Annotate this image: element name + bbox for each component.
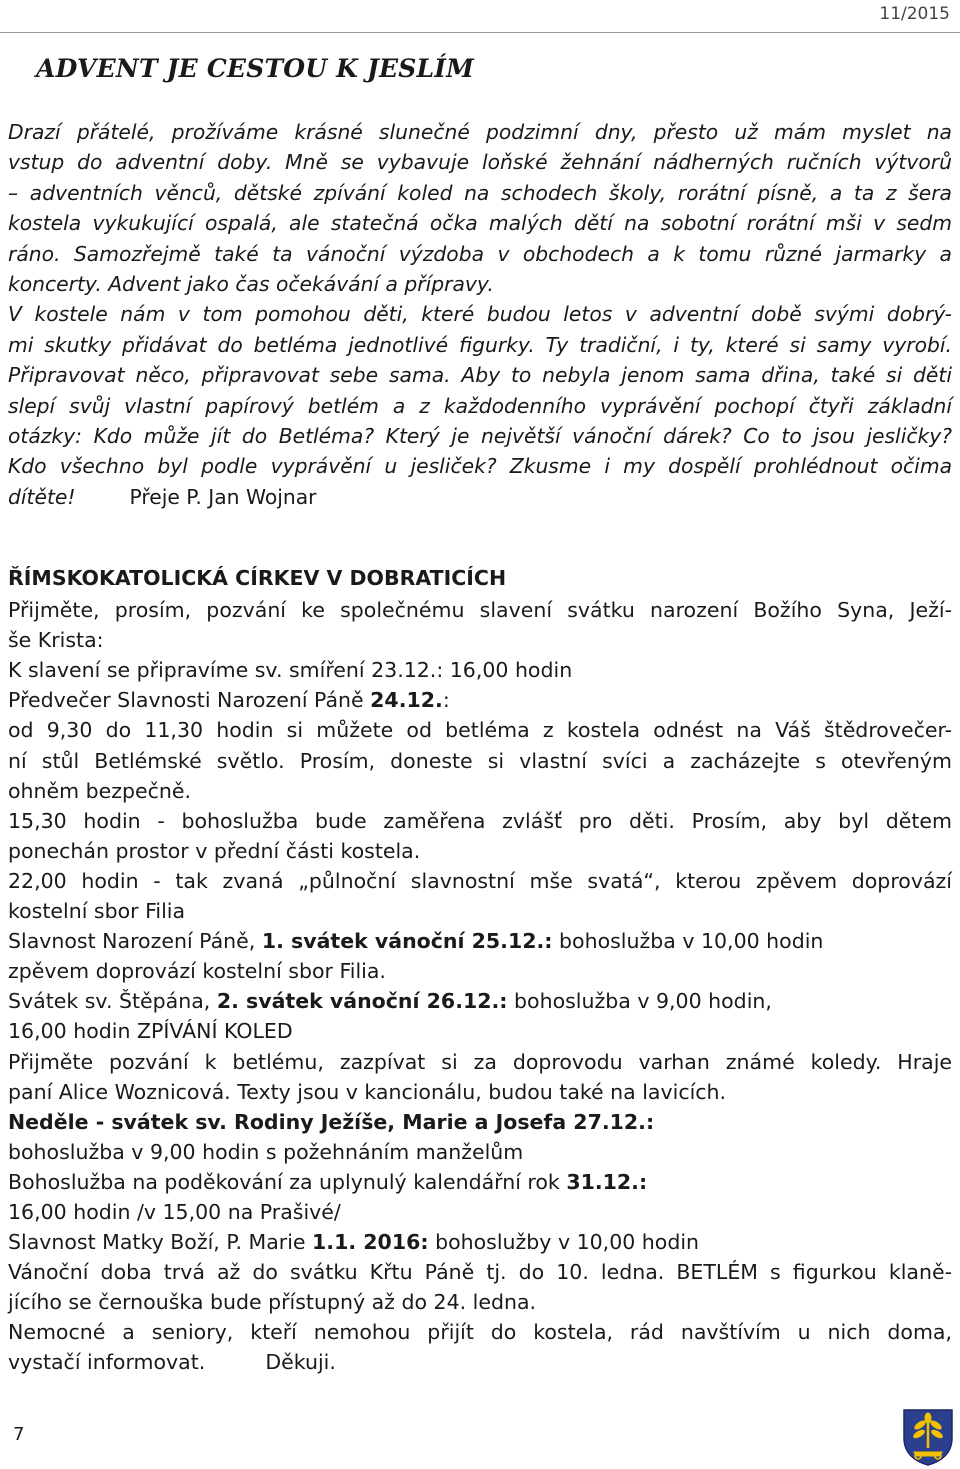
church-line <box>8 685 952 715</box>
church-line: paní Alice Woznicová. Texty jsou v kancionálu, budou také na lavicích. <box>8 1079 727 1104</box>
text: Děkuji. <box>265 1350 336 1375</box>
church-line: ní stůl Betlémské světlo. Prosím, doneste si vlastní svíci a zacházejte s otevřeným <box>8 748 952 773</box>
church-line <box>8 1167 952 1197</box>
advent-last-line <box>8 482 952 512</box>
advent-article <box>8 117 952 512</box>
church-line: kostelní sbor Filia <box>8 899 186 924</box>
advent-line-end: dítěte! <box>8 484 76 509</box>
text: vystačí informovat. <box>8 1350 206 1375</box>
advent-signature: Přeje P. Jan Wojnar <box>129 484 317 509</box>
text: : <box>442 688 450 713</box>
church-line: 16,00 hodin ZPÍVÁNÍ KOLED <box>8 1019 293 1044</box>
text: bohoslužba v 10,00 hodin <box>552 929 824 954</box>
advent-line: otázky: Kdo může jít do Betléma? Který je největší vánoční dárek? Co to jsou jesličky? <box>8 424 952 449</box>
advent-line: V kostele nám v tom pomohou děti, které budou letos v adventní době svými dobrý- <box>8 302 952 327</box>
church-line: Vánoční doba trvá až do svátku Křtu Páně tj. do 10. ledna. BETLÉM s figurkou klaně- <box>8 1260 952 1285</box>
church-line <box>8 1347 952 1377</box>
date-bold: 24.12. <box>370 688 443 713</box>
church-line: K slavení se připravíme sv. smíření 23.12.: 16,00 hodin <box>8 658 573 683</box>
text: Bohoslužba na poděkování za uplynulý kalendářní rok <box>8 1169 567 1194</box>
church-line: od 9,30 do 11,30 hodin si můžete od betléma z kostela odnést na Váš štědrovečer- <box>8 718 952 743</box>
text: Svátek sv. Štěpána, <box>8 989 217 1014</box>
advent-title: ADVENT JE CESTOU K JESLÍM <box>36 54 475 83</box>
church-line: Přijměte pozvání k betlému, zazpívat si za doprovodu varhan známé koledy. Hraje <box>8 1049 952 1074</box>
issue-number: 11/2015 <box>879 4 950 24</box>
advent-line: mi skutky přidávat do betléma jednotlivé figurky. Ty tradiční, i ty, které si samy vyrobí. <box>8 332 952 357</box>
advent-line: slepí svůj vlastní papírový betlém a z každodenního vyprávění pochopí čtyři základní <box>8 393 952 418</box>
page-number: 7 <box>13 1424 25 1445</box>
church-announcement <box>8 563 952 1378</box>
church-line <box>8 926 952 956</box>
village-coat-of-arms-icon <box>902 1408 954 1466</box>
date-bold: 1. svátek vánoční 25.12.: <box>261 929 553 954</box>
church-line: 22,00 hodin - tak zvaná „půlnoční slavnostní mše svatá“, kterou zpěvem doprovází <box>8 868 952 893</box>
date-bold: 2. svátek vánoční 26.12.: <box>216 989 508 1014</box>
church-line: Přijměte, prosím, pozvání ke společnému slavení svátku narození Božího Syna, Ježí- <box>8 598 952 623</box>
date-bold: 1.1. 2016: <box>312 1230 429 1255</box>
advent-line: ráno. Samozřejmě také ta vánoční výzdoba v obchodech a k tomu různé jarmarky a <box>8 241 952 266</box>
church-line: 16,00 hodin /v 15,00 na Prašivé/ <box>8 1199 341 1224</box>
church-line: jícího se černouška bude přístupný až do 24. ledna. <box>8 1290 537 1315</box>
text: Slavnost Narození Páně, <box>8 929 262 954</box>
church-line: ponechán prostor v přední části kostela. <box>8 838 421 863</box>
church-line: še Krista: <box>8 628 104 653</box>
church-line: bohoslužba v 9,00 hodin s požehnáním manželům <box>8 1139 524 1164</box>
advent-line: Drazí přátelé, prožíváme krásné slunečné podzimní dny, přesto už mám myslet na <box>8 120 952 144</box>
church-line <box>8 1227 952 1257</box>
advent-line: vstup do adventní doby. Mně se vybavuje loňské žehnání nádherných ručních výtvorů <box>8 150 952 175</box>
text: bohoslužby v 10,00 hodin <box>428 1230 700 1255</box>
text: Předvečer Slavnosti Narození Páně <box>8 688 371 713</box>
church-line: zpěvem doprovází kostelní sbor Filia. <box>8 959 386 984</box>
advent-line: Připravovat něco, připravovat sebe sama. Aby to nebyla jenom sama dřina, také si děti <box>8 363 952 388</box>
church-line-bold: Neděle - svátek sv. Rodiny Ježíše, Marie a Josefa 27.12.: <box>8 1109 655 1134</box>
church-line: ohněm bezpečně. <box>8 778 192 803</box>
text: bohoslužba v 9,00 hodin, <box>507 989 772 1014</box>
text: Slavnost Matky Boží, P. Marie <box>8 1230 313 1255</box>
header-rule <box>0 32 960 33</box>
church-line <box>8 986 952 1016</box>
date-bold: 31.12.: <box>566 1169 648 1194</box>
church-title: ŘÍMSKOKATOLICKÁ CÍRKEV V DOBRATICÍCH <box>8 566 507 590</box>
advent-line: kostela vykukující ospalá, ale statečná očka malých dětí na sobotní rorátní mši v sedm <box>8 211 952 236</box>
advent-line: Kdo všechno byl podle vyprávění u jesliček? Zkusme i my dospělí prohlédnout očima <box>8 454 952 479</box>
advent-line: – adventních věnců, dětské zpívání koled na schodech školy, rorátní písně, a ta z šera <box>8 180 952 205</box>
church-line: Nemocné a seniory, kteří nemohou přijít do kostela, rád navštívím u nich doma, <box>8 1320 952 1345</box>
church-line: 15,30 hodin - bohoslužba bude zaměřena zvlášť pro děti. Prosím, aby byl dětem <box>8 808 952 833</box>
advent-line: koncerty. Advent jako čas očekávání a přípravy. <box>8 272 494 297</box>
